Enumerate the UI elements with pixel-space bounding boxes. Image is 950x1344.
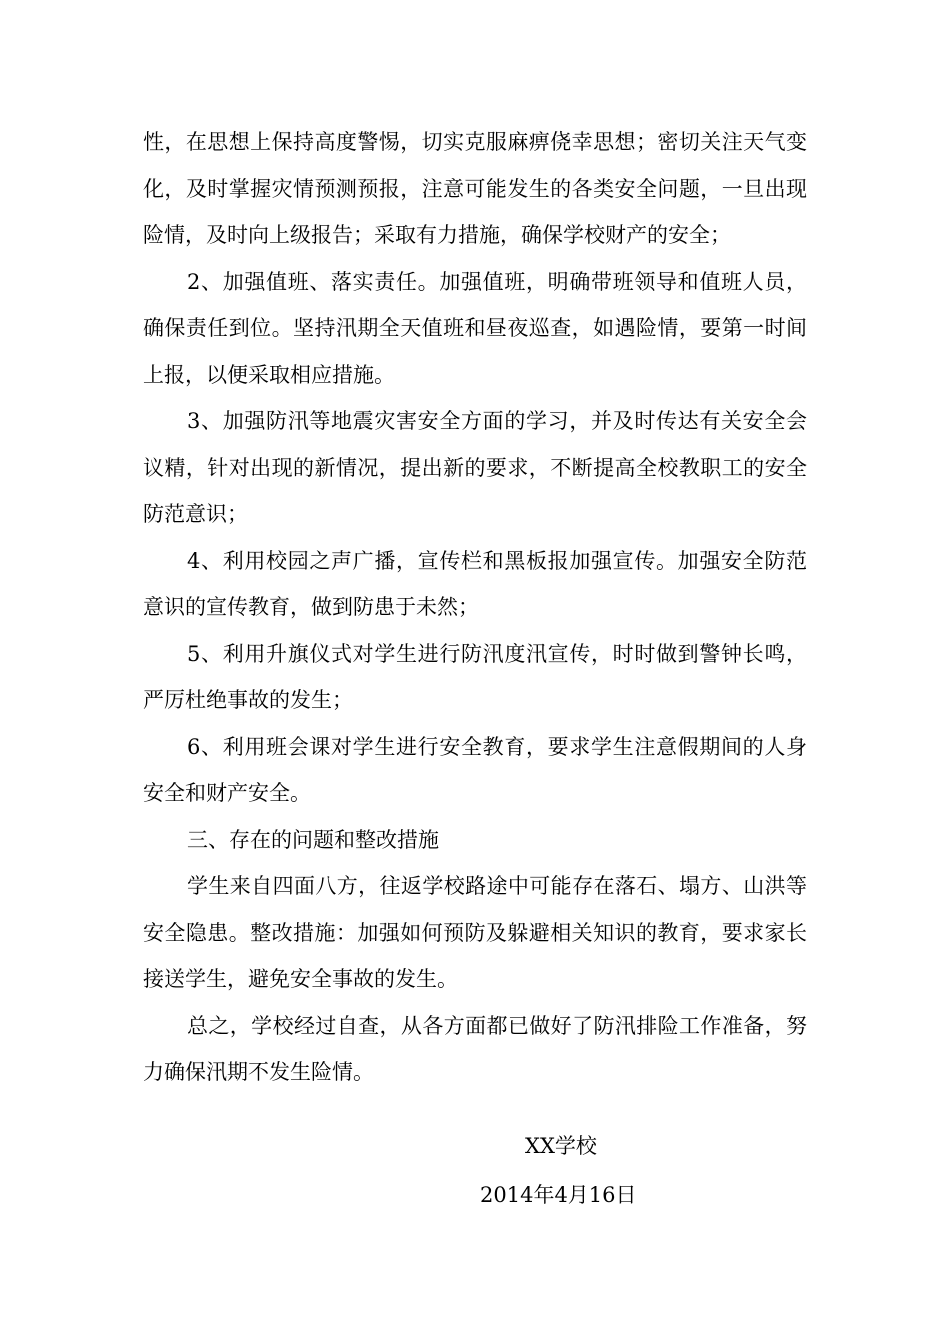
signature-school: XX学校 [525, 1134, 597, 1158]
paragraph-continuation: 性，在思想上保持高度警惕，切实克服麻痹侥幸思想；密切关注天气变化，及时掌握灾情预测预报，注意可能发生的各类安全问题，一旦出现险情，及时向上级报告；采取有力措施，确保学校财产的安全； [143, 130, 807, 247]
paragraph-problems: 学生来自四面八方，往返学校路途中可能存在落石、塌方、山洪等安全隐患。整改措施：加强如何预防及躲避相关知识的教育，要求家长接送学生，避免安全事故的发生。 [143, 874, 807, 991]
paragraph-item-5: 5、利用升旗仪式对学生进行防汛度汛宣传，时时做到警钟长鸣，严厉杜绝事故的发生； [143, 641, 807, 712]
paragraph-item-4: 4、利用校园之声广播，宣传栏和黑板报加强宣传。加强安全防范意识的宣传教育，做到防患于未然； [143, 548, 807, 619]
document-body [143, 119, 807, 1096]
paragraph-conclusion: 总之，学校经过自查，从各方面都已做好了防汛排险工作准备，努力确保汛期不发生险情。 [143, 1013, 807, 1084]
paragraph-item-6: 6、利用班会课对学生进行安全教育，要求学生注意假期间的人身安全和财产安全。 [143, 734, 807, 805]
section-heading-problems: 三、存在的问题和整改措施 [187, 827, 439, 852]
signature-date: 2014年4月16日 [480, 1183, 637, 1207]
paragraph-item-2: 2、加强值班、落实责任。加强值班，明确带班领导和值班人员，确保责任到位。坚持汛期全天值班和昼夜巡查，如遇险情，要第一时间上报，以便采取相应措施。 [143, 269, 807, 387]
paragraph-item-3: 3、加强防汛等地震灾害安全方面的学习，并及时传达有关安全会议精，针对出现的新情况，提出新的要求，不断提高全校教职工的安全防范意识； [143, 409, 807, 526]
